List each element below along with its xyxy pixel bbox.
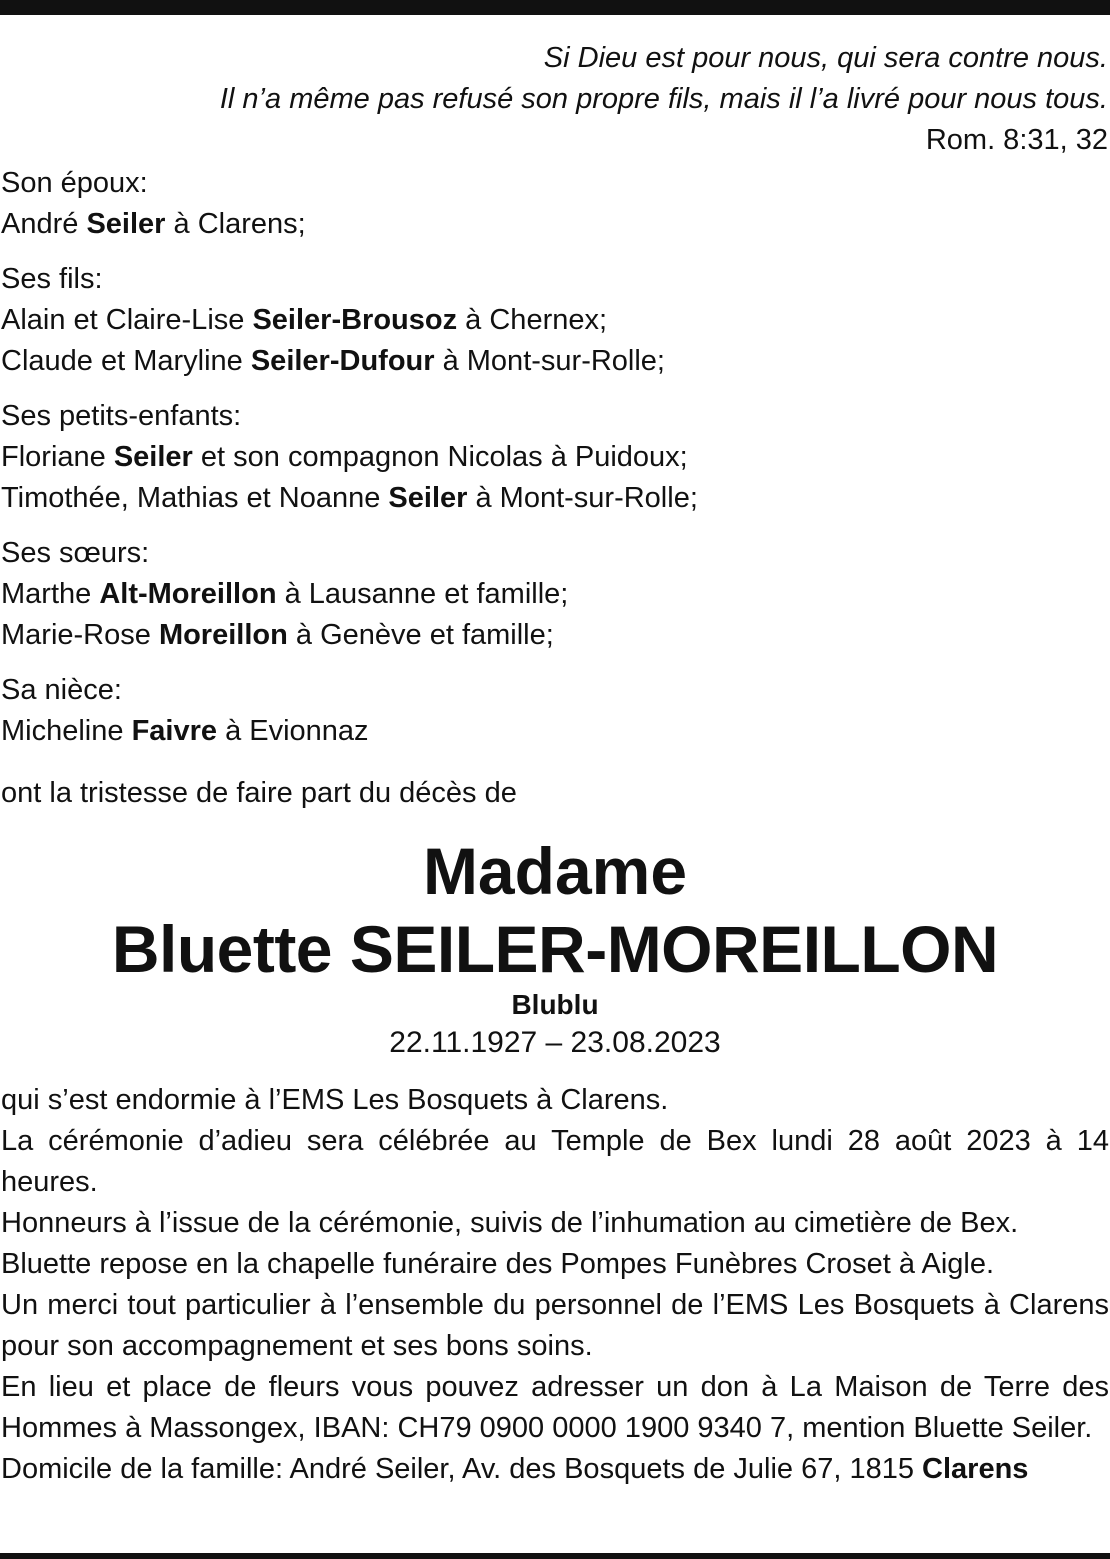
announcement-text: ont la tristesse de faire part du décès de — [1, 777, 517, 809]
family-entry: Alain et Claire-Lise Seiler-Brousoz à Chernex; — [1, 304, 608, 336]
verse-line-1: Si Dieu est pour nous, qui sera contre nous. — [543, 42, 1108, 74]
family-entry: Timothée, Mathias et Noanne Seiler à Mont-sur-Rolle; — [1, 482, 698, 514]
family-entry: André Seiler à Clarens; — [1, 208, 306, 240]
deceased-heading — [0, 832, 1110, 1064]
niece-group — [1, 670, 1109, 752]
detail-paragraph: Bluette repose en la chapelle funéraire des Pompes Funèbres Croset à Aigle. — [1, 1248, 995, 1280]
domicile-city: Clarens — [922, 1453, 1029, 1485]
spouse-group — [1, 163, 1109, 245]
group-heading: Son époux: — [1, 167, 148, 199]
family-entry: Floriane Seiler et son compagnon Nicolas à Puidoux; — [1, 441, 688, 473]
verse-line-2: Il n’a même pas refusé son propre fils, mais il l’a livré pour nous tous. — [219, 83, 1108, 115]
bible-verse — [220, 38, 1108, 161]
grandchildren-group — [1, 396, 1109, 519]
detail-paragraph: Un merci tout particulier à l’ensemble du personnel de l’EMS Les Bosquets à Clarens pour son accompagnement et ses bons soins. — [1, 1289, 1109, 1362]
deceased-name: Bluette SEILER-MOREILLON — [111, 912, 999, 986]
group-heading: Ses fils: — [1, 263, 103, 295]
deceased-title: Madame — [422, 834, 688, 908]
top-rule — [0, 0, 1110, 15]
family-entry: Claude et Maryline Seiler-Dufour à Mont-sur-Rolle; — [1, 345, 665, 377]
detail-paragraph: En lieu et place de fleurs vous pouvez adresser un don à La Maison de Terre des Hommes à Massongex, IBAN: CH79 0900 0000 1900 9340 7, mention Bluette Seiler. — [1, 1371, 1109, 1444]
family-entry: Micheline Faivre à Evionnaz — [1, 715, 369, 747]
family-entry: Marthe Alt-Moreillon à Lausanne et famille; — [1, 578, 569, 610]
deceased-nickname: Blublu — [511, 989, 599, 1020]
sons-group — [1, 259, 1109, 382]
notice-details — [1, 1080, 1109, 1490]
deceased-dates: 22.11.1927 – 23.08.2023 — [389, 1026, 721, 1059]
sisters-group — [1, 533, 1109, 656]
detail-paragraph: Honneurs à l’issue de la cérémonie, suivis de l’inhumation au cimetière de Bex. — [1, 1207, 1019, 1239]
group-heading: Ses sœurs: — [1, 537, 150, 569]
family-list — [1, 163, 1109, 766]
group-heading: Ses petits-enfants: — [1, 400, 242, 432]
bottom-rule — [0, 1553, 1110, 1559]
detail-paragraph: qui s’est endormie à l’EMS Les Bosquets à Clarens. — [1, 1084, 669, 1116]
family-entry: Marie-Rose Moreillon à Genève et famille; — [1, 619, 554, 651]
family-domicile: Domicile de la famille: André Seiler, Av. des Bosquets de Julie 67, 1815 Clarens — [1, 1453, 1029, 1485]
detail-paragraph: La cérémonie d’adieu sera célébrée au Temple de Bex lundi 28 août 2023 à 14 heures. — [1, 1125, 1109, 1198]
group-heading: Sa nièce: — [1, 674, 122, 706]
verse-reference: Rom. 8:31, 32 — [925, 124, 1108, 156]
